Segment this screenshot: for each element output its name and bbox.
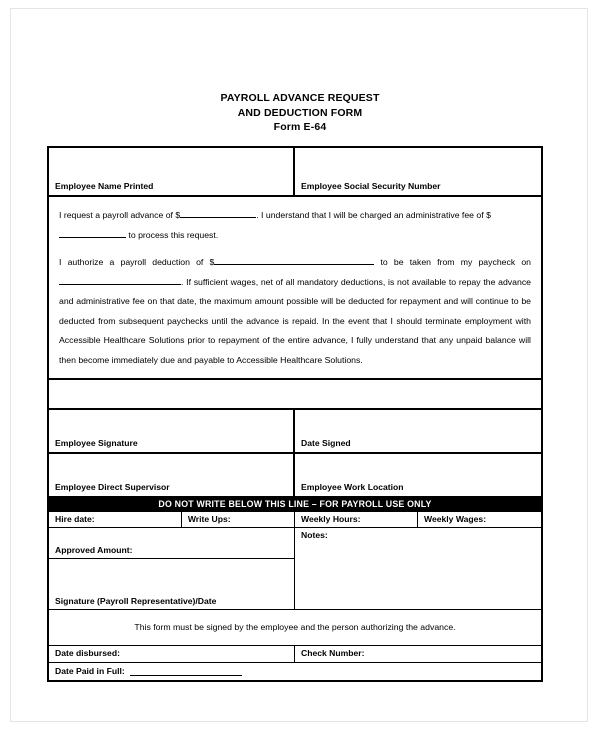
agreement-text-row [49, 197, 541, 380]
weekly-wages-field[interactable] [418, 512, 541, 527]
agreement-text-body [49, 197, 541, 378]
blank-spacer-cell [49, 380, 541, 408]
document-page [10, 8, 588, 722]
weekly-wages-label: Weekly Wages: [423, 513, 487, 524]
date-disbursed-field[interactable] [49, 646, 295, 662]
deduction-date-blank[interactable] [59, 275, 181, 285]
authorization-paragraph-part-1: I authorize a payroll deduction of $ [59, 257, 215, 267]
work-location-caption: Employee Work Location [301, 482, 404, 492]
hire-date-label: Hire date: [55, 513, 95, 524]
date-paid-in-full-blank[interactable] [130, 666, 242, 676]
form-number: Form E-64 [273, 121, 327, 133]
direct-supervisor-field[interactable] [49, 454, 295, 496]
payroll-left-column [49, 528, 295, 609]
date-paid-in-full-row [49, 663, 541, 680]
write-ups-label: Write Ups: [187, 513, 231, 524]
authorization-paragraph-part-3: . If sufficient wages, net of all mandatory deductions, is not available to repay the advance and administrative fee on that date, the maximum amount possible will be deducted for repayment and will continue to be deducted from subsequent paychecks until the advance is repaid. In the event that I should terminate employment with Accessible Healthcare Solutions prior to repayment of the entire advance, I fully understand that any unpaid balance will then become immediately due and payable to Accessible Healthcare Solutions. [59, 276, 531, 365]
work-location-field[interactable] [295, 454, 541, 496]
signature-row [49, 410, 541, 454]
document-title-block [11, 91, 589, 135]
disbursement-row [49, 646, 541, 663]
weekly-hours-field[interactable] [295, 512, 418, 527]
check-number-label: Check Number: [301, 648, 365, 658]
check-number-field[interactable] [295, 646, 541, 662]
employee-name-caption: Employee Name Printed [55, 181, 154, 191]
authorization-paragraph [59, 253, 531, 370]
employee-ssn-field[interactable] [295, 148, 541, 195]
title-line-1: PAYROLL ADVANCE REQUEST [220, 92, 380, 104]
write-ups-field[interactable] [182, 512, 295, 527]
admin-fee-blank[interactable] [59, 228, 126, 238]
notes-field[interactable] [295, 528, 541, 609]
employee-signature-field[interactable] [49, 410, 295, 452]
blank-spacer-row [49, 380, 541, 410]
hire-date-field[interactable] [49, 512, 182, 527]
date-paid-in-full-label: Date Paid in Full: [55, 665, 125, 676]
approved-amount-label: Approved Amount: [55, 544, 133, 555]
identity-row [49, 148, 541, 197]
payroll-signature-label: Signature (Payroll Representative)/Date [55, 595, 217, 606]
request-paragraph [59, 206, 531, 245]
footer-note-row [49, 610, 541, 646]
approved-amount-field[interactable] [49, 528, 294, 559]
weekly-hours-label: Weekly Hours: [300, 513, 361, 524]
payroll-use-header-row [49, 512, 541, 528]
deduction-amount-blank[interactable] [214, 255, 374, 265]
form-frame [47, 146, 543, 682]
advance-amount-blank[interactable] [180, 208, 256, 218]
title-line-2: AND DEDUCTION FORM [237, 106, 363, 119]
payroll-signature-field[interactable] [49, 559, 294, 609]
payroll-use-banner: DO NOT WRITE BELOW THIS LINE – FOR PAYROLL USE ONLY [49, 496, 541, 512]
employee-name-field[interactable] [49, 148, 295, 195]
authorization-paragraph-part-2: to be taken from my paycheck on [374, 257, 531, 267]
request-paragraph-part-2: . I understand that I will be charged an administrative fee of $ [256, 210, 491, 220]
date-signed-caption: Date Signed [301, 438, 351, 448]
footer-note: This form must be signed by the employee and the person authorizing the advance. [134, 621, 456, 632]
notes-label: Notes: [301, 529, 328, 540]
date-paid-in-full-field[interactable] [49, 663, 541, 680]
direct-supervisor-caption: Employee Direct Supervisor [55, 482, 170, 492]
request-paragraph-part-1: I request a payroll advance of $ [59, 210, 181, 220]
date-signed-field[interactable] [295, 410, 541, 452]
employee-ssn-caption: Employee Social Security Number [301, 181, 441, 191]
employee-signature-caption: Employee Signature [55, 438, 138, 448]
date-disbursed-label: Date disbursed: [55, 648, 120, 658]
request-paragraph-part-3: to process this request. [126, 229, 219, 240]
supervisor-row [49, 454, 541, 496]
payroll-use-detail-row [49, 528, 541, 610]
